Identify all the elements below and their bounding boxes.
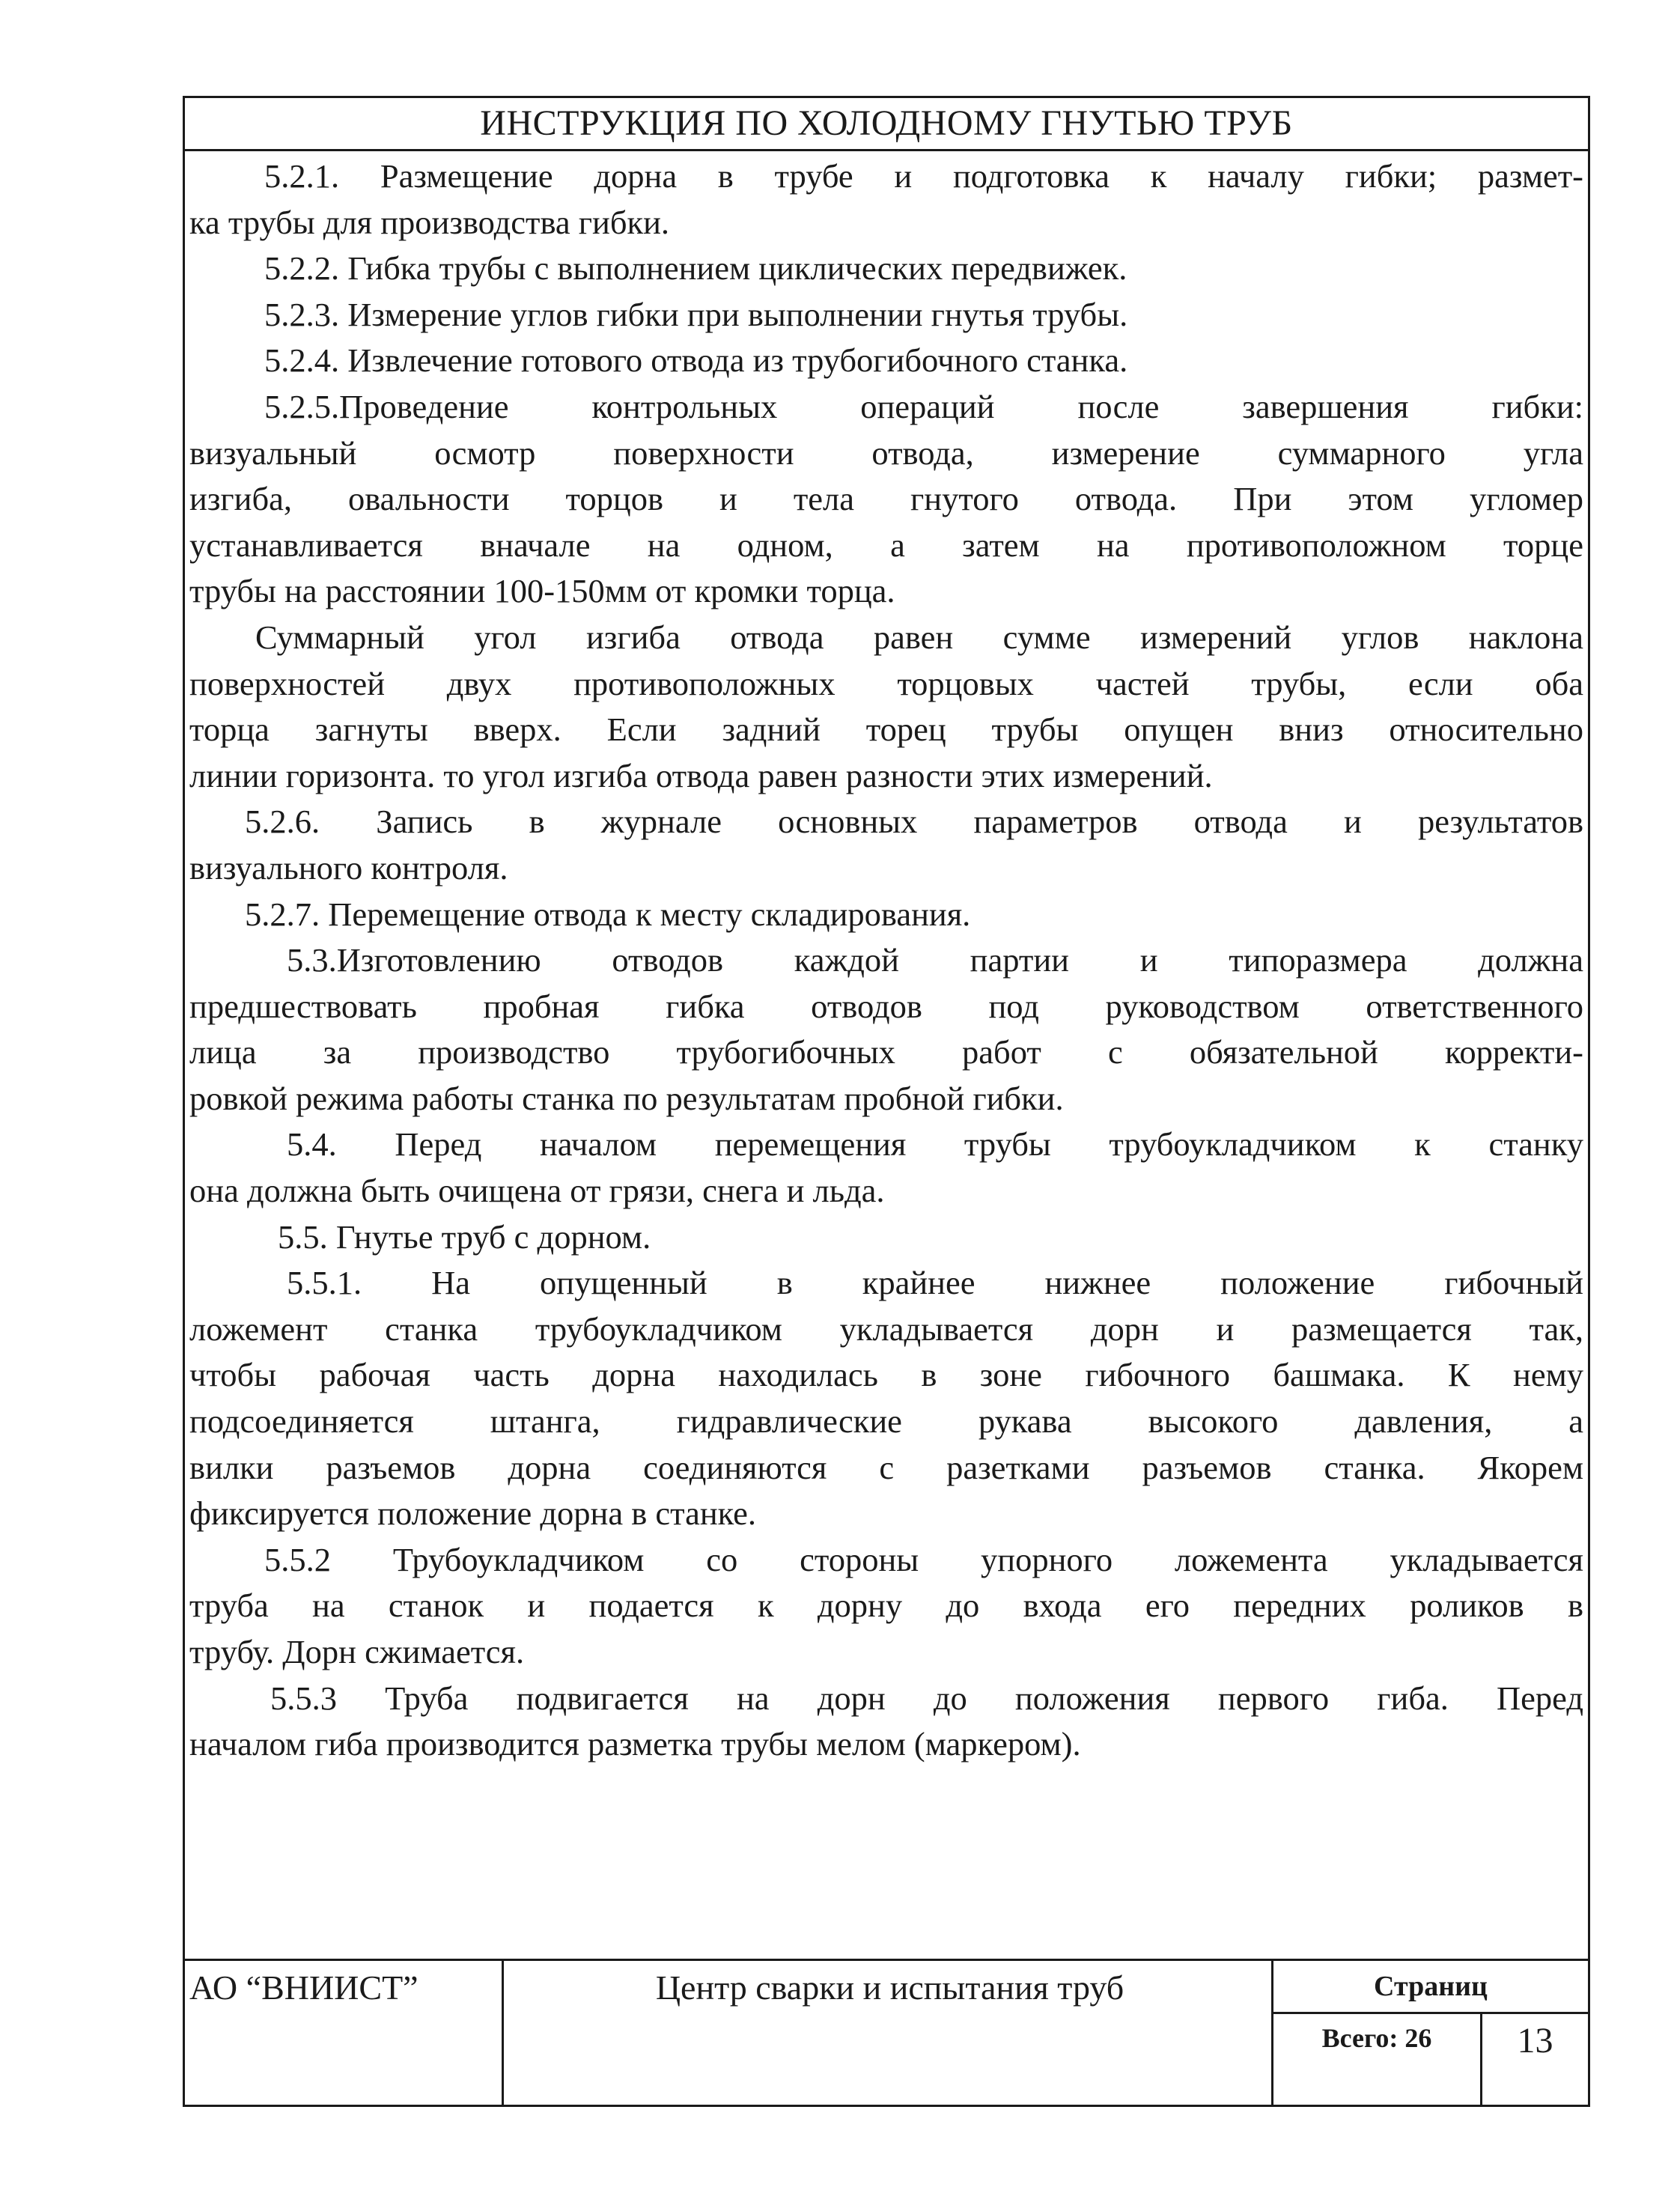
text-line: 5.2.4. Извлечение готового отвода из трубогибочного станка.	[264, 341, 1128, 380]
text-line: трубы на расстоянии 100-150мм от кромки торца.	[189, 572, 895, 610]
text-line: визуальный осмотр поверхности отвода, измерение суммарного угла	[189, 434, 1583, 472]
text-line: визуального контроля.	[189, 848, 508, 886]
page-info-row	[1273, 2014, 1588, 2105]
department-name: Центр сварки и испытания труб	[655, 1968, 1124, 2007]
text-line: 5.5.2 Трубоукладчиком со стороны упорного ложемента укладывается	[264, 1540, 1583, 1578]
text-line: линии горизонта. то угол изгиба отвода равен разности этих измерений.	[189, 756, 1213, 794]
text-line: лица за производство трубогибочных работ с обязательной корректи-	[189, 1033, 1583, 1071]
text-line: 5.2.3. Измерение углов гибки при выполнении гнутья трубы.	[264, 295, 1128, 333]
text-line: вилки разъемов дорна соединяются с разетками разъемов станка. Якорем	[189, 1448, 1583, 1486]
text-line: труба на станок и подается к дорну до входа его передних роликов в	[189, 1587, 1583, 1625]
text-line: 5.2.5.Проведение контрольных операций после завершения гибки:	[264, 387, 1583, 425]
text-line: ложемент станка трубоукладчиком укладывается дорн и размещается так,	[189, 1310, 1583, 1348]
text-line: чтобы рабочая часть дорна находилась в зоне гибочного башмака. К нему	[189, 1356, 1583, 1394]
text-line: трубу. Дорн сжимается.	[189, 1633, 525, 1670]
text-line: она должна быть очищена от грязи, снега и льда.	[189, 1172, 885, 1210]
document-frame	[183, 96, 1590, 2107]
text-line: 5.2.1. Размещение дорна в трубе и подготовка к началу гибки; размет-	[264, 157, 1583, 195]
pages-label: Страниц	[1273, 1961, 1588, 2014]
text-line: поверхностей двух противоположных торцовых частей трубы, если оба	[189, 664, 1583, 702]
document-title: ИНСТРУКЦИЯ ПО ХОЛОДНОМУ ГНУТЬЮ ТРУБ	[185, 98, 1588, 151]
text-line: устанавливается вначале на одном, а затем на противоположном торце	[189, 526, 1583, 564]
text-line: фиксируется положение дорна в станке.	[189, 1494, 757, 1533]
text-line: 5.3.Изготовлению отводов каждой партии и типоразмера должна	[287, 941, 1583, 979]
text-line: 5.2.7. Перемещение отвода к месту складирования.	[245, 895, 971, 933]
text-line: 5.5.3 Труба подвигается на дорн до положения первого гиба. Перед	[270, 1679, 1583, 1717]
text-line: торца загнуты вверх. Если задний торец трубы опущен вниз относительно	[189, 711, 1583, 749]
text-line: ка трубы для производства гибки.	[189, 203, 670, 241]
page-info	[1271, 1961, 1588, 2105]
text-line: 5.4. Перед началом перемещения трубы трубоукладчиком к станку	[287, 1125, 1583, 1164]
text-line: 5.5.1. На опущенный в крайнее нижнее положение гибочный	[287, 1264, 1583, 1302]
page-number: 13	[1517, 2021, 1553, 2061]
text-line: 5.5. Гнутье труб с дорном.	[278, 1217, 651, 1256]
total-pages: Всего: 26	[1273, 2014, 1482, 2105]
text-line: началом гиба производится разметка трубы мелом (маркером).	[189, 1725, 1081, 1763]
document-body	[189, 153, 1583, 1768]
text-line: предшествовать пробная гибка отводов под руководством ответственного	[189, 987, 1583, 1025]
text-line: изгиба, овальности торцов и тела гнутого отвода. При этом угломер	[189, 480, 1583, 518]
text-line: 5.2.2. Гибка трубы с выполнением циклических передвижек.	[264, 249, 1127, 288]
text-line: Суммарный угол изгиба отвода равен сумме измерений углов наклона	[255, 618, 1583, 656]
footer-block	[185, 1959, 1588, 2105]
text-line: подсоединяется штанга, гидравлические рукава высокого давления, а	[189, 1402, 1583, 1441]
organization-name: АО “ВНИИСТ”	[185, 1961, 504, 2105]
text-line: 5.2.6. Запись в журнале основных параметров отвода и результатов	[245, 803, 1583, 841]
text-line: ровкой режима работы станка по результатам пробной гибки.	[189, 1079, 1064, 1117]
